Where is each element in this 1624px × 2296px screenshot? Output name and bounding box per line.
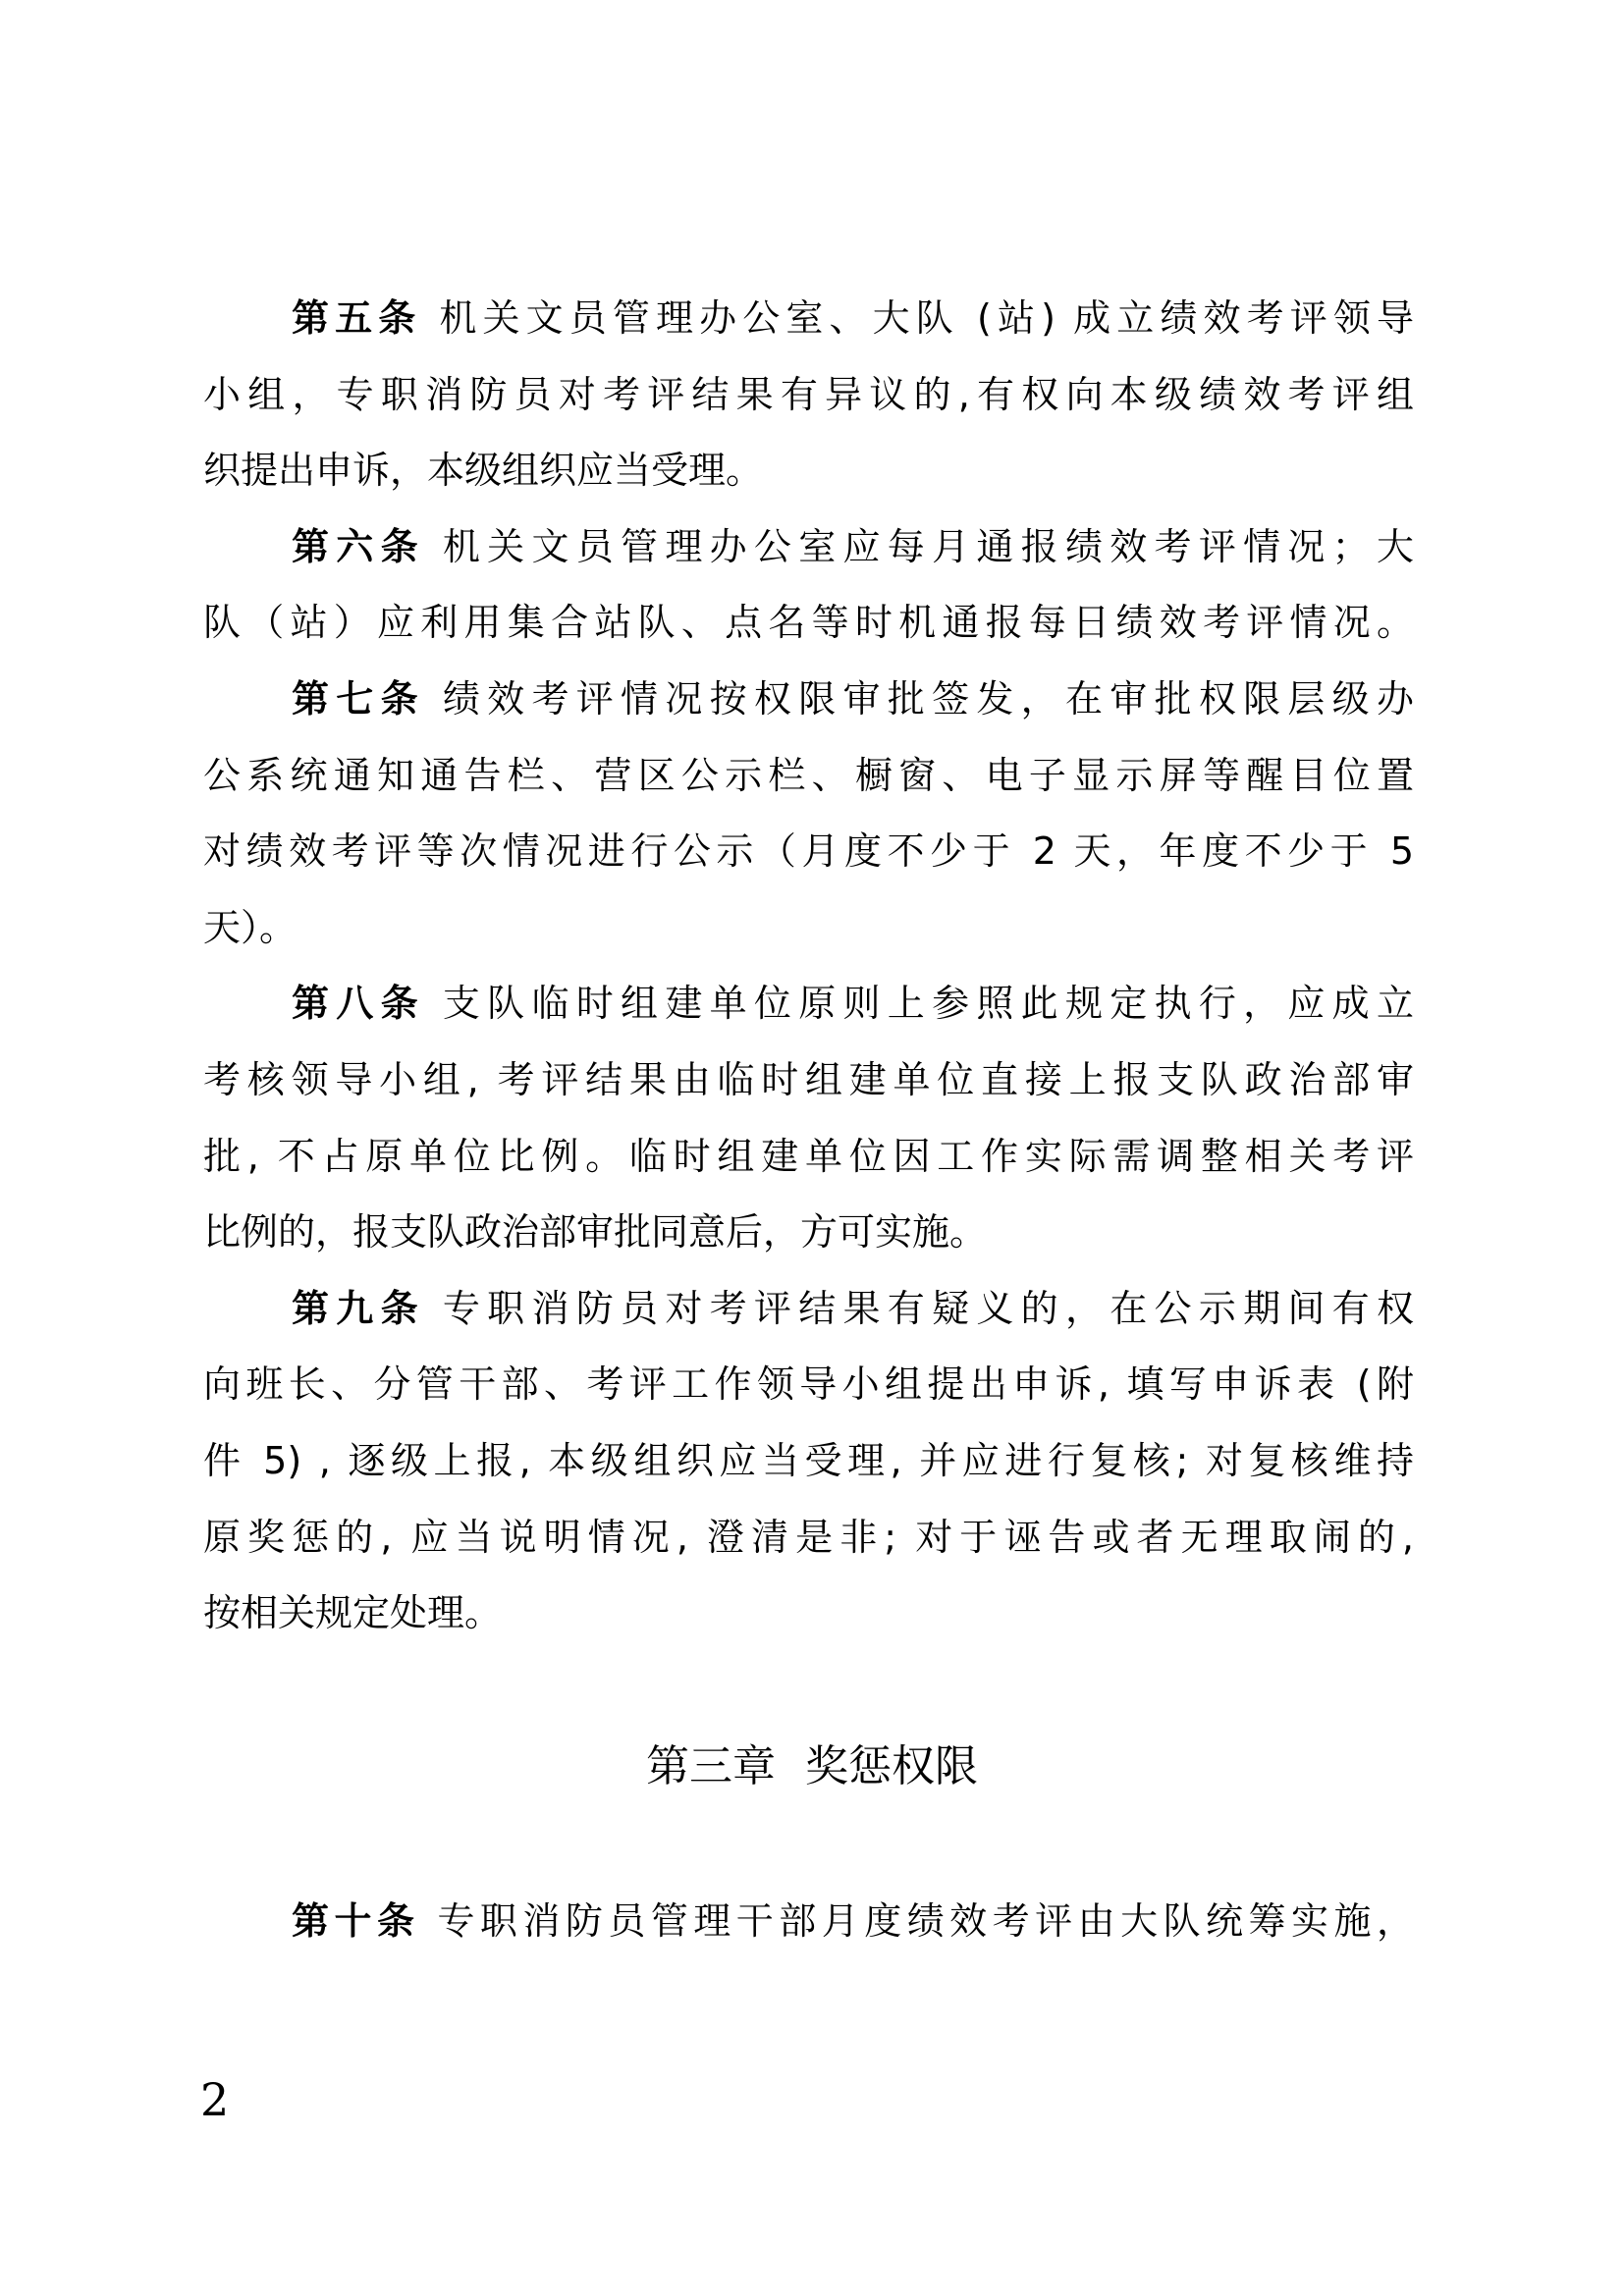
article-6-line-1	[203, 509, 1414, 586]
article-label: 第六条	[292, 524, 425, 568]
article-7-line-2: 公系统通知通告栏、营区公示栏、橱窗、电子显示屏等醒目位置	[203, 753, 1414, 797]
article-7-line-4: 天）。	[203, 905, 298, 949]
article-text: 绩效考评情况按权限审批签发，在审批权限层级办	[442, 676, 1414, 721]
article-6-line-2: 队（站）应利用集合站队、点名等时机通报每日绩效考评情况。	[203, 601, 1414, 645]
article-8-line-2: 考核领导小组, 考评结果由临时组建单位直接上报支队政治部审	[203, 1057, 1414, 1101]
chapter-title: 奖惩权限	[805, 1741, 978, 1791]
article-7-line-1	[203, 662, 1414, 738]
article-text: 专职消防员管理干部月度绩效考评由大队统筹实施，	[437, 1899, 1414, 1943]
article-label: 第八条	[292, 982, 425, 1026]
article-9-line-4: 原奖惩的, 应当说明情况, 澄清是非; 对于诬告或者无理取闹的,	[203, 1515, 1414, 1559]
chapter-heading	[0, 1729, 1624, 1805]
article-label: 第七条	[292, 676, 425, 721]
article-text: 机关文员管理办公室、大队 (站) 成立绩效考评领导	[439, 296, 1414, 340]
chapter-number: 第三章	[646, 1741, 776, 1791]
article-text: 机关文员管理办公室应每月通报绩效考评情况；大	[442, 524, 1414, 568]
article-8-line-1	[203, 966, 1414, 1042]
article-text: 支队临时组建单位原则上参照此规定执行，应成立	[442, 982, 1414, 1026]
article-10	[203, 1884, 1414, 1960]
article-label: 第五条	[292, 296, 422, 340]
document-body	[203, 281, 1414, 1652]
article-9-line-3: 件 5) , 逐级上报, 本级组织应当受理, 并应进行复核; 对复核维持	[203, 1438, 1414, 1482]
article-5-line-1	[203, 281, 1414, 357]
article-label: 第九条	[292, 1286, 425, 1330]
article-9-line-1	[203, 1271, 1414, 1348]
article-5-line-2: 小组，专职消防员对考评结果有异议的,有权向本级绩效考评组	[203, 372, 1414, 416]
article-label: 第十条	[292, 1899, 420, 1943]
article-8-line-4: 比例的，报支队政治部审批同意后，方可实施。	[203, 1210, 988, 1255]
article-5-line-3: 织提出申诉，本级组织应当受理。	[203, 449, 764, 493]
article-7-line-3: 对绩效考评等次情况进行公示（月度不少于 2 天，年度不少于 5	[203, 829, 1414, 874]
article-text: 专职消防员对考评结果有疑义的，在公示期间有权	[442, 1286, 1414, 1330]
article-9-line-2: 向班长、分管干部、考评工作领导小组提出申诉, 填写申诉表 (附	[203, 1362, 1414, 1407]
page-number: 2	[200, 2073, 230, 2126]
article-10-line-1	[203, 1884, 1414, 1960]
article-8-line-3: 批, 不占原单位比例。临时组建单位因工作实际需调整相关考评	[203, 1134, 1414, 1178]
article-9-line-5: 按相关规定处理。	[203, 1591, 503, 1635]
